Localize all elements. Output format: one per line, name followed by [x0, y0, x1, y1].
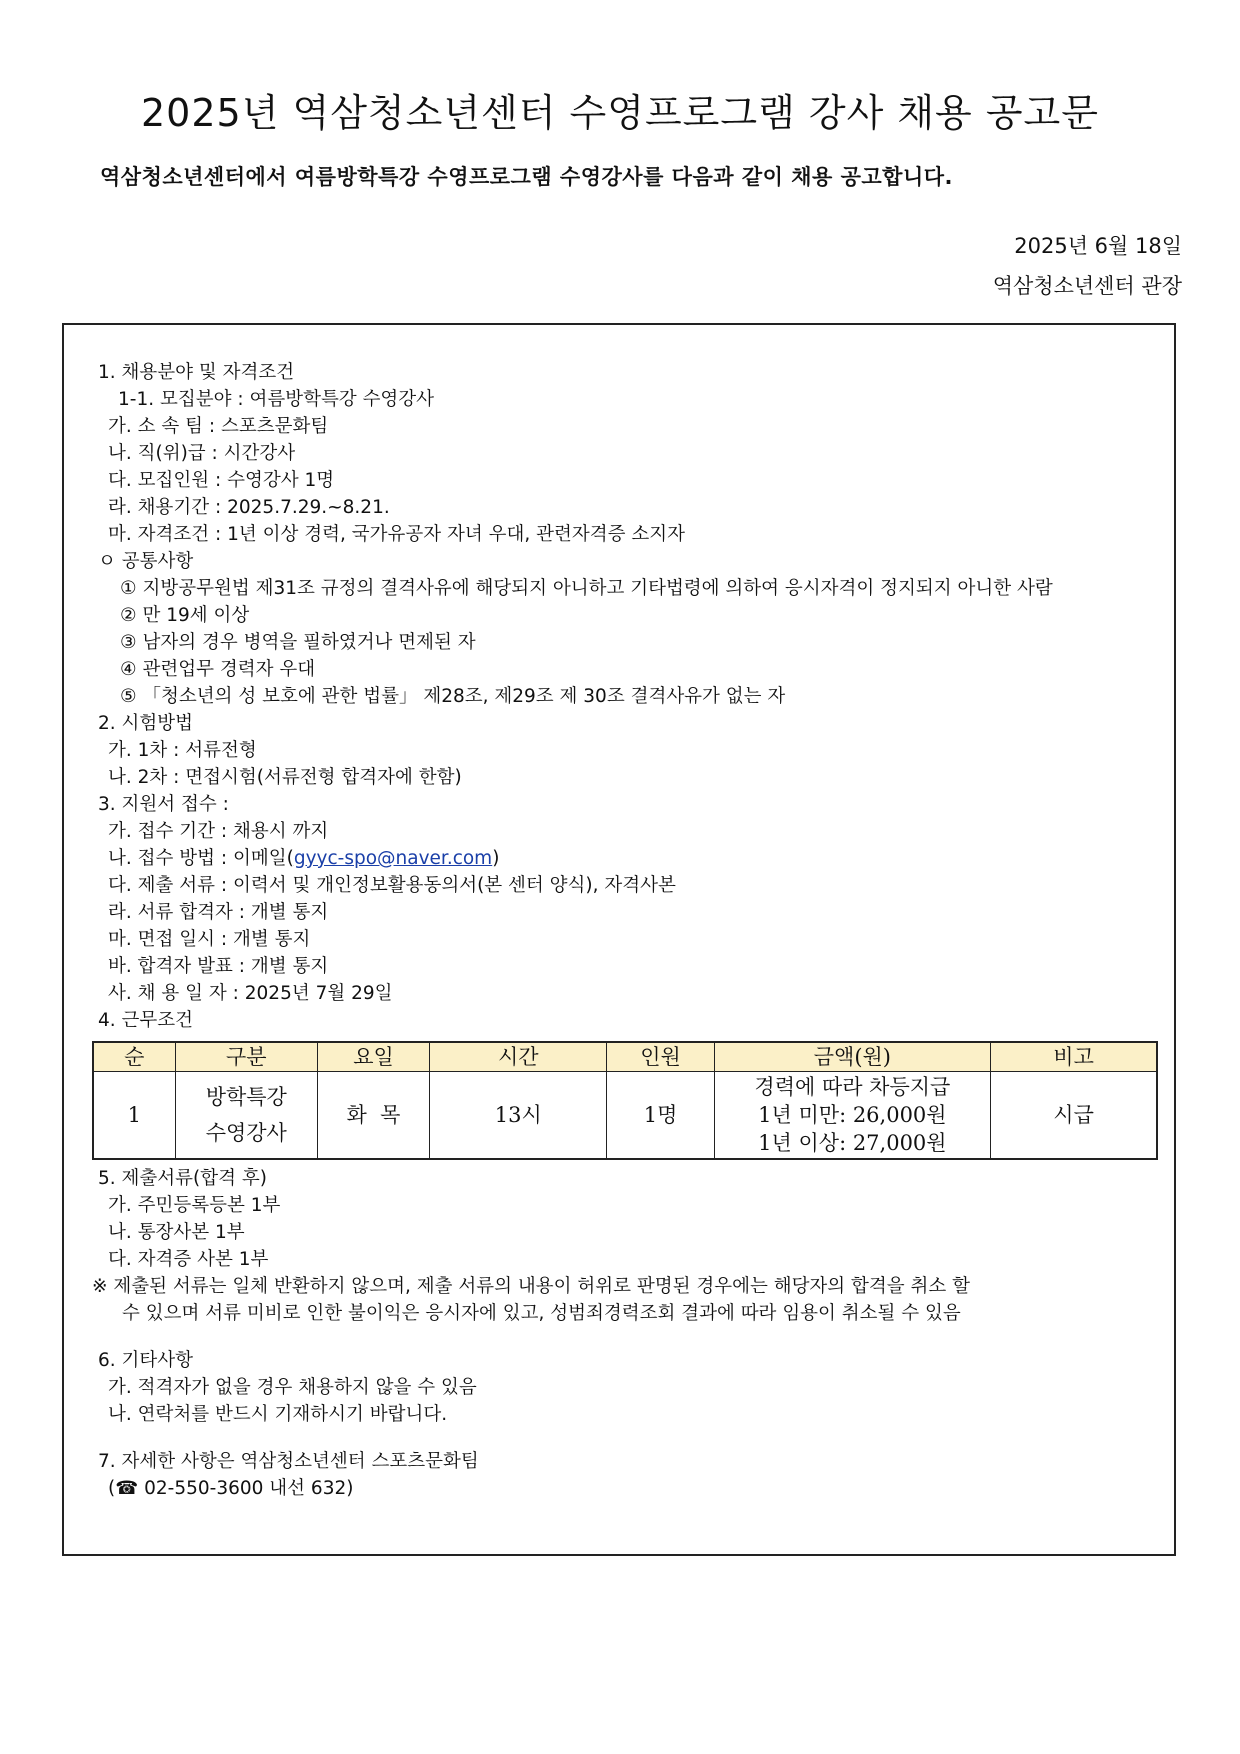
col-header-type: 구분: [175, 1042, 317, 1072]
list-item: 다. 자격증 사본 1부: [108, 1249, 269, 1270]
section-3-heading: 3. 지원서 접수 :: [98, 794, 229, 815]
cell-count: 1명: [607, 1072, 714, 1160]
section-4-heading: 4. 근무조건: [98, 1010, 194, 1031]
cell-pay-line: 1년 이상: 27,000원: [758, 1131, 947, 1155]
cell-time: 13시: [430, 1072, 607, 1160]
list-item: 라. 채용기간 : 2025.7.29.~8.21.: [108, 497, 390, 518]
table-header-row: [93, 1042, 1157, 1072]
cell-pay-line: 경력에 따라 차등지급: [754, 1075, 951, 1099]
cell-pay-line: 1년 미만: 26,000원: [758, 1103, 947, 1127]
email-prefix: 나. 접수 방법 : 이메일(: [108, 848, 294, 869]
col-header-no: 순: [93, 1042, 175, 1072]
list-item: 다. 제출 서류 : 이력서 및 개인정보활용동의서(본 센터 양식), 자격사본: [108, 875, 676, 896]
list-item: 마. 면접 일시 : 개별 통지: [108, 929, 311, 950]
notice-date: 2025년 6월 18일: [1014, 234, 1182, 258]
section-6-heading: 6. 기타사항: [98, 1350, 194, 1371]
list-item: 나. 2차 : 면접시험(서류전형 합격자에 한함): [108, 767, 462, 788]
col-header-count: 인원: [607, 1042, 714, 1072]
list-item: 가. 적격자가 없을 경우 채용하지 않을 수 있음: [108, 1377, 477, 1398]
contact-line: (☎ 02-550-3600 내선 632): [108, 1478, 354, 1499]
col-header-note: 비고: [991, 1042, 1157, 1072]
section-1-sub: 1-1. 모집분야 : 여름방학특강 수영강사: [118, 389, 435, 410]
notice-box: [62, 323, 1176, 1556]
cell-note: 시급: [991, 1072, 1157, 1160]
page-title: 2025년 역삼청소년센터 수영프로그램 강사 채용 공고문: [141, 91, 1099, 135]
cell-type-line: 수영강사: [205, 1121, 287, 1145]
list-item: 가. 주민등록등본 1부: [108, 1195, 281, 1216]
list-item: 가. 소 속 팀 : 스포츠문화팀: [108, 416, 329, 437]
work-conditions-table: [92, 1041, 1158, 1160]
table-row: [93, 1072, 1157, 1160]
list-item: ① 지방공무원법 제31조 규정의 결격사유에 해당되지 아니하고 기타법령에 의하여 응시자격이 정지되지 아니한 사람: [120, 578, 1053, 599]
list-item: ⑤ 「청소년의 성 보호에 관한 법률」 제28조, 제29조 제 30조 결격사유가 없는 자: [120, 686, 786, 707]
intro-text: 역삼청소년센터에서 여름방학특강 수영프로그램 수영강사를 다음과 같이 채용 공고합니다.: [100, 165, 954, 189]
list-item: 다. 모집인원 : 수영강사 1명: [108, 470, 335, 491]
notice-note-line: ※ 제출된 서류는 일체 반환하지 않으며, 제출 서류의 내용이 허위로 판명된 경우에는 해당자의 합격을 취소 할: [92, 1276, 971, 1297]
list-item: 사. 채 용 일 자 : 2025년 7월 29일: [108, 983, 393, 1004]
list-item: 나. 직(위)급 : 시간강사: [108, 443, 296, 464]
list-item: 가. 1차 : 서류전형: [108, 740, 257, 761]
list-item: 가. 접수 기간 : 채용시 까지: [108, 821, 329, 842]
section-1-heading: 1. 채용분야 및 자격조건: [98, 362, 295, 383]
list-item: ② 만 19세 이상: [120, 605, 250, 626]
cell-pay: [714, 1072, 991, 1160]
list-item: ③ 남자의 경우 병역을 필하였거나 면제된 자: [120, 632, 476, 653]
col-header-time: 시간: [430, 1042, 607, 1072]
email-link[interactable]: gyyc-spo@naver.com: [293, 848, 493, 869]
list-item: 바. 합격자 발표 : 개별 통지: [108, 956, 329, 977]
list-item: 라. 서류 합격자 : 개별 통지: [108, 902, 329, 923]
list-item: 나. 통장사본 1부: [108, 1222, 245, 1243]
list-item: [98, 845, 1158, 872]
issuer: 역삼청소년센터 관장: [992, 274, 1182, 298]
notice-note-line: 수 있으며 서류 미비로 인한 불이익은 응시자에 있고, 성범죄경력조회 결과에 따라 임용이 취소될 수 있음: [122, 1303, 961, 1324]
col-header-days: 요일: [317, 1042, 429, 1072]
notice-content: [92, 359, 1158, 1502]
section-7-heading: 7. 자세한 사항은 역삼청소년센터 스포츠문화팀: [98, 1451, 479, 1472]
cell-type-line: 방학특강: [205, 1085, 287, 1109]
section-2-heading: 2. 시험방법: [98, 713, 194, 734]
cell-days: 화 목: [317, 1072, 429, 1160]
cell-type: [175, 1072, 317, 1160]
list-item: 마. 자격조건 : 1년 이상 경력, 국가유공자 자녀 우대, 관련자격증 소지자: [108, 524, 685, 545]
section-5-heading: 5. 제출서류(합격 후): [98, 1168, 267, 1189]
spacer: [98, 1327, 1158, 1347]
spacer: [98, 1428, 1158, 1448]
email-suffix: ): [492, 848, 500, 869]
list-item: ④ 관련업무 경력자 우대: [120, 659, 316, 680]
common-heading: ㅇ 공통사항: [98, 551, 194, 572]
cell-no: 1: [93, 1072, 175, 1160]
list-item: 나. 연락처를 반드시 기재하시기 바랍니다.: [108, 1404, 448, 1425]
col-header-pay: 금액(원): [714, 1042, 991, 1072]
